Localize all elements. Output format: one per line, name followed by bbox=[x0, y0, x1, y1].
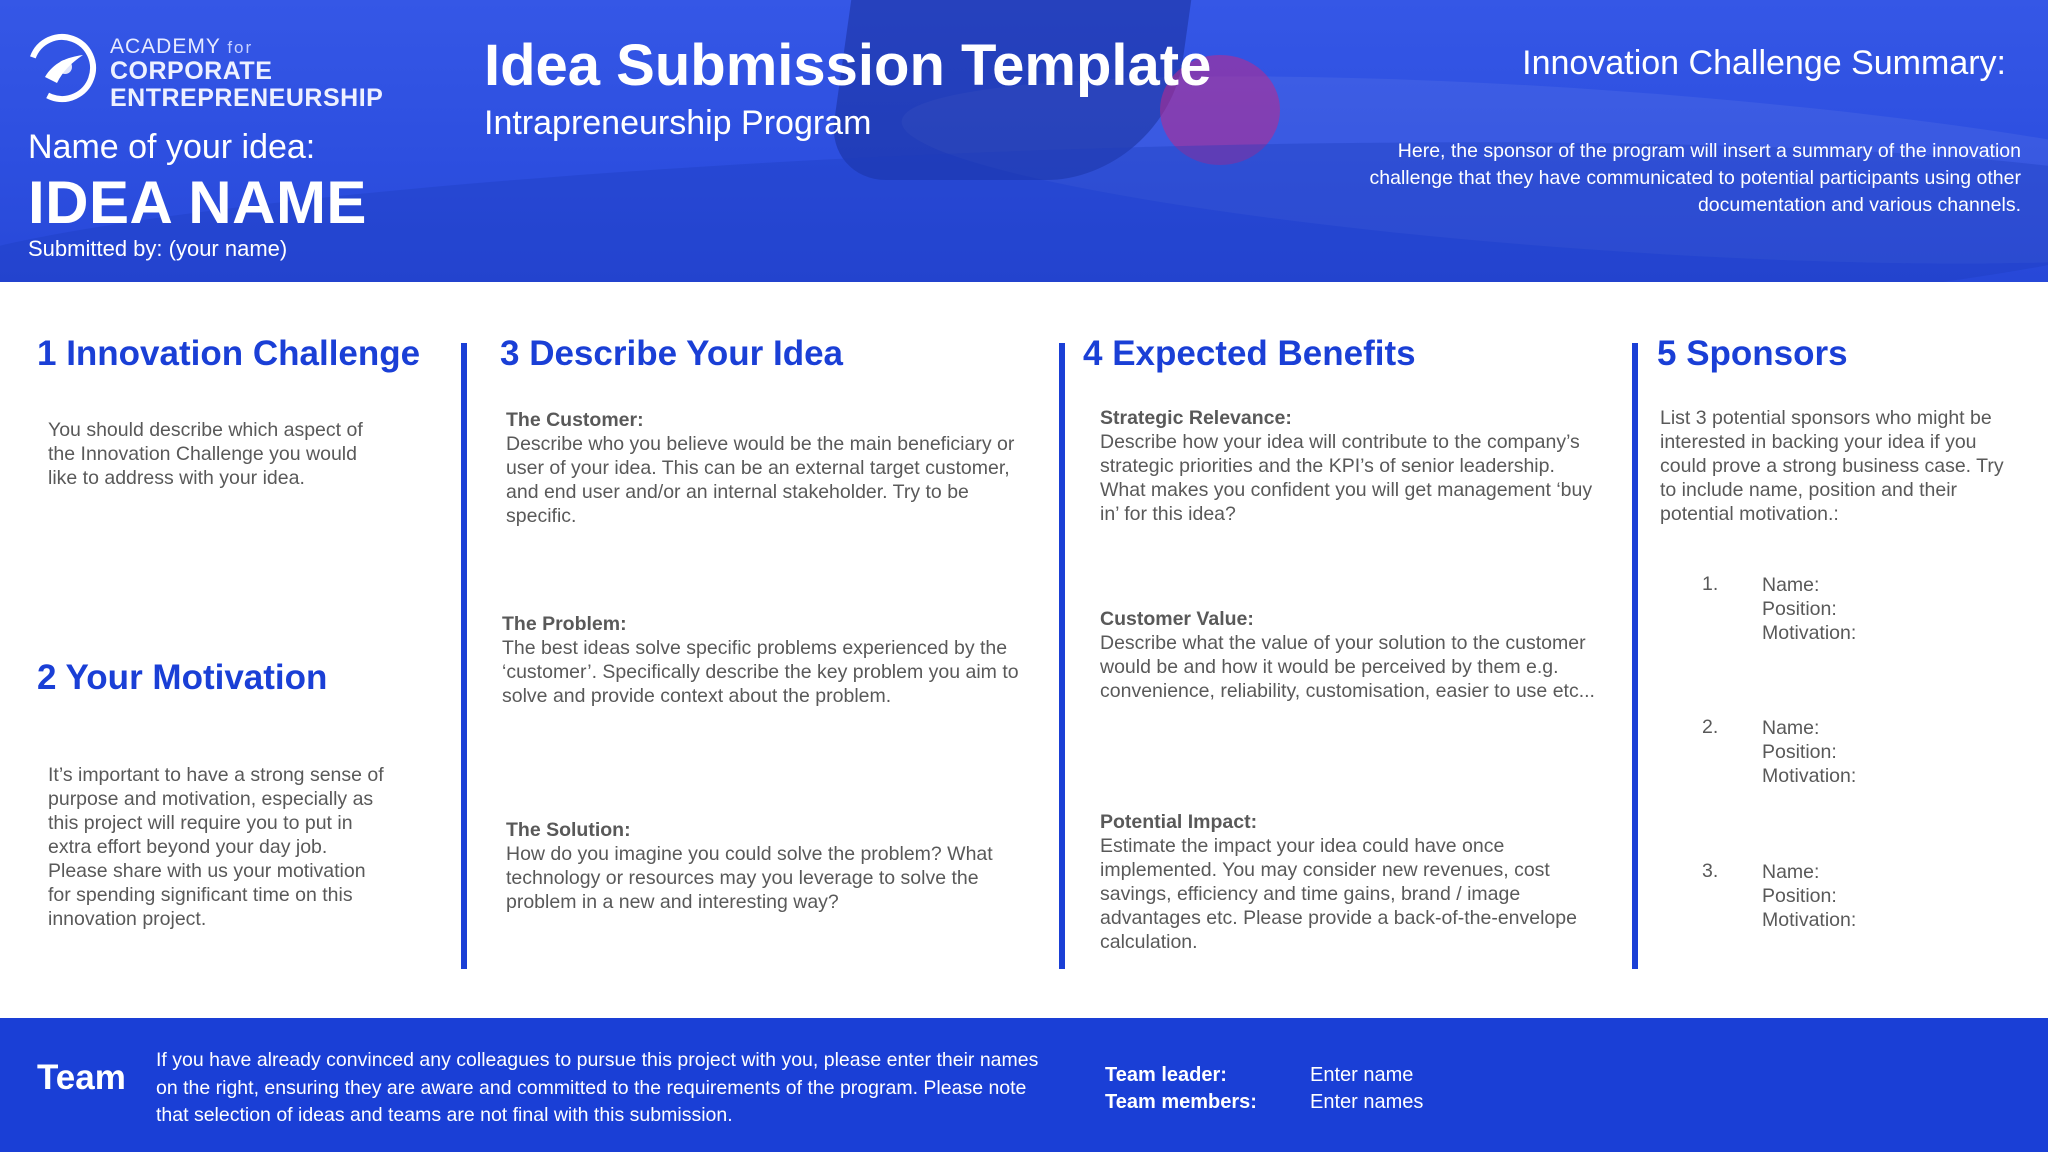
problem-block[interactable] bbox=[502, 612, 1032, 708]
motivation-heading: 2 Your Motivation bbox=[37, 658, 328, 697]
summary-title: Innovation Challenge Summary: bbox=[1522, 44, 2006, 82]
innovation-challenge-heading: 1 Innovation Challenge bbox=[37, 334, 421, 373]
motivation-text[interactable]: It’s important to have a strong sense of purpose and motivation, especially as this project will require you to put in extra effort beyond your day job. Please share with us your motivation for spending significant time on this innovation project. bbox=[48, 764, 384, 930]
sponsor-name: Name: bbox=[1762, 861, 1820, 883]
sponsor-number: 1. bbox=[1702, 573, 1719, 595]
solution-text: How do you imagine you could solve the problem? What technology or resources may you leverage to solve the problem in a new and interesting way? bbox=[506, 843, 993, 913]
team-members-field[interactable]: Enter names bbox=[1310, 1091, 1424, 1113]
sponsors-text[interactable]: List 3 potential sponsors who might be interested in backing your idea if you could prove a strong business case. Try to include name, position and their potential motivation.: bbox=[1660, 407, 2004, 525]
problem-label: The Problem: bbox=[502, 613, 627, 635]
sponsor-name: Name: bbox=[1762, 717, 1820, 739]
customer-value-text: Describe what the value of your solution to the customer would be and how it would be perceived by them e.g. convenience, reliability, customisation, easier to use etc... bbox=[1100, 632, 1595, 702]
idea-name-label: Name of your idea: bbox=[28, 128, 316, 166]
sponsor-name: Name: bbox=[1762, 574, 1820, 596]
idea-name-field[interactable]: IDEA NAME bbox=[28, 169, 367, 236]
academy-logo-text bbox=[110, 36, 383, 111]
problem-text: The best ideas solve specific problems experienced by the ‘customer’. Specifically describe the key problem you aim to solve and provide context about the problem. bbox=[502, 637, 1019, 707]
strategic-label: Strategic Relevance: bbox=[1100, 407, 1292, 429]
customer-block[interactable] bbox=[506, 408, 1026, 528]
impact-text: Estimate the impact your idea could have once implemented. You may consider new revenues, cost savings, efficiency and time gains, brand / image advantages etc. Please provide a back-of-the-envelope calculation. bbox=[1100, 835, 1577, 953]
column-divider bbox=[1632, 343, 1638, 969]
customer-text: Describe who you believe would be the main beneficiary or user of your idea. This can be an external target customer, and end user and/or an internal stakeholder. Try to be specific. bbox=[506, 433, 1015, 527]
impact-label: Potential Impact: bbox=[1100, 811, 1258, 833]
logo-line3: ENTREPRENEURSHIP bbox=[110, 84, 384, 112]
potential-impact-block[interactable] bbox=[1100, 810, 1605, 954]
team-leader-field[interactable]: Enter name bbox=[1310, 1064, 1414, 1086]
logo-line1: ACADEMY bbox=[110, 35, 221, 58]
strategic-text: Describe how your idea will contribute to the company’s strategic priorities and the KPI’s of senior leadership. What makes you confident you will get management ‘buy in’ for this idea? bbox=[1100, 431, 1593, 525]
academy-logo-icon bbox=[27, 33, 97, 103]
sponsor-position: Position: bbox=[1762, 598, 1837, 620]
team-title: Team bbox=[37, 1058, 126, 1097]
sponsors-heading: 5 Sponsors bbox=[1657, 334, 1848, 373]
sponsor-motivation: Motivation: bbox=[1762, 765, 1857, 787]
sponsor-number: 2. bbox=[1702, 716, 1719, 738]
page-subtitle: Intrapreneurship Program bbox=[484, 104, 872, 142]
team-members-label: Team members: bbox=[1105, 1091, 1257, 1113]
summary-text[interactable]: Here, the sponsor of the program will insert a summary of the innovation challenge that they have communicated to potential participants using other documentation and various channels. bbox=[1369, 140, 2021, 216]
solution-block[interactable] bbox=[506, 818, 1026, 914]
sponsor-position: Position: bbox=[1762, 885, 1837, 907]
header-banner bbox=[0, 0, 2048, 282]
expected-benefits-heading: 4 Expected Benefits bbox=[1083, 334, 1416, 373]
sponsor-position: Position: bbox=[1762, 741, 1837, 763]
sponsor-motivation: Motivation: bbox=[1762, 622, 1857, 644]
column-divider bbox=[1059, 343, 1065, 969]
page-title: Idea Submission Template bbox=[484, 33, 1212, 98]
team-leader-label: Team leader: bbox=[1105, 1064, 1227, 1086]
customer-value-label: Customer Value: bbox=[1100, 608, 1254, 630]
innovation-challenge-text[interactable]: You should describe which aspect of the Innovation Challenge you would like to address with your idea. bbox=[48, 419, 363, 489]
team-instructions: If you have already convinced any colleagues to pursue this project with you, please enter their names on the right, ensuring they are aware and committed to the requirements of the program. Please note that selection of ideas and teams are not final with this submission. bbox=[156, 1049, 1039, 1126]
submitted-by-field[interactable]: Submitted by: (your name) bbox=[28, 236, 288, 261]
strategic-relevance-block[interactable] bbox=[1100, 406, 1605, 526]
solution-label: The Solution: bbox=[506, 819, 631, 841]
sponsor-number: 3. bbox=[1702, 860, 1719, 882]
describe-idea-heading: 3 Describe Your Idea bbox=[500, 334, 844, 373]
sponsor-motivation: Motivation: bbox=[1762, 909, 1857, 931]
logo-line1-small: for bbox=[227, 38, 254, 57]
column-divider bbox=[461, 343, 467, 969]
customer-value-block[interactable] bbox=[1100, 607, 1605, 703]
customer-label: The Customer: bbox=[506, 409, 644, 431]
logo-line2: CORPORATE bbox=[110, 57, 273, 85]
